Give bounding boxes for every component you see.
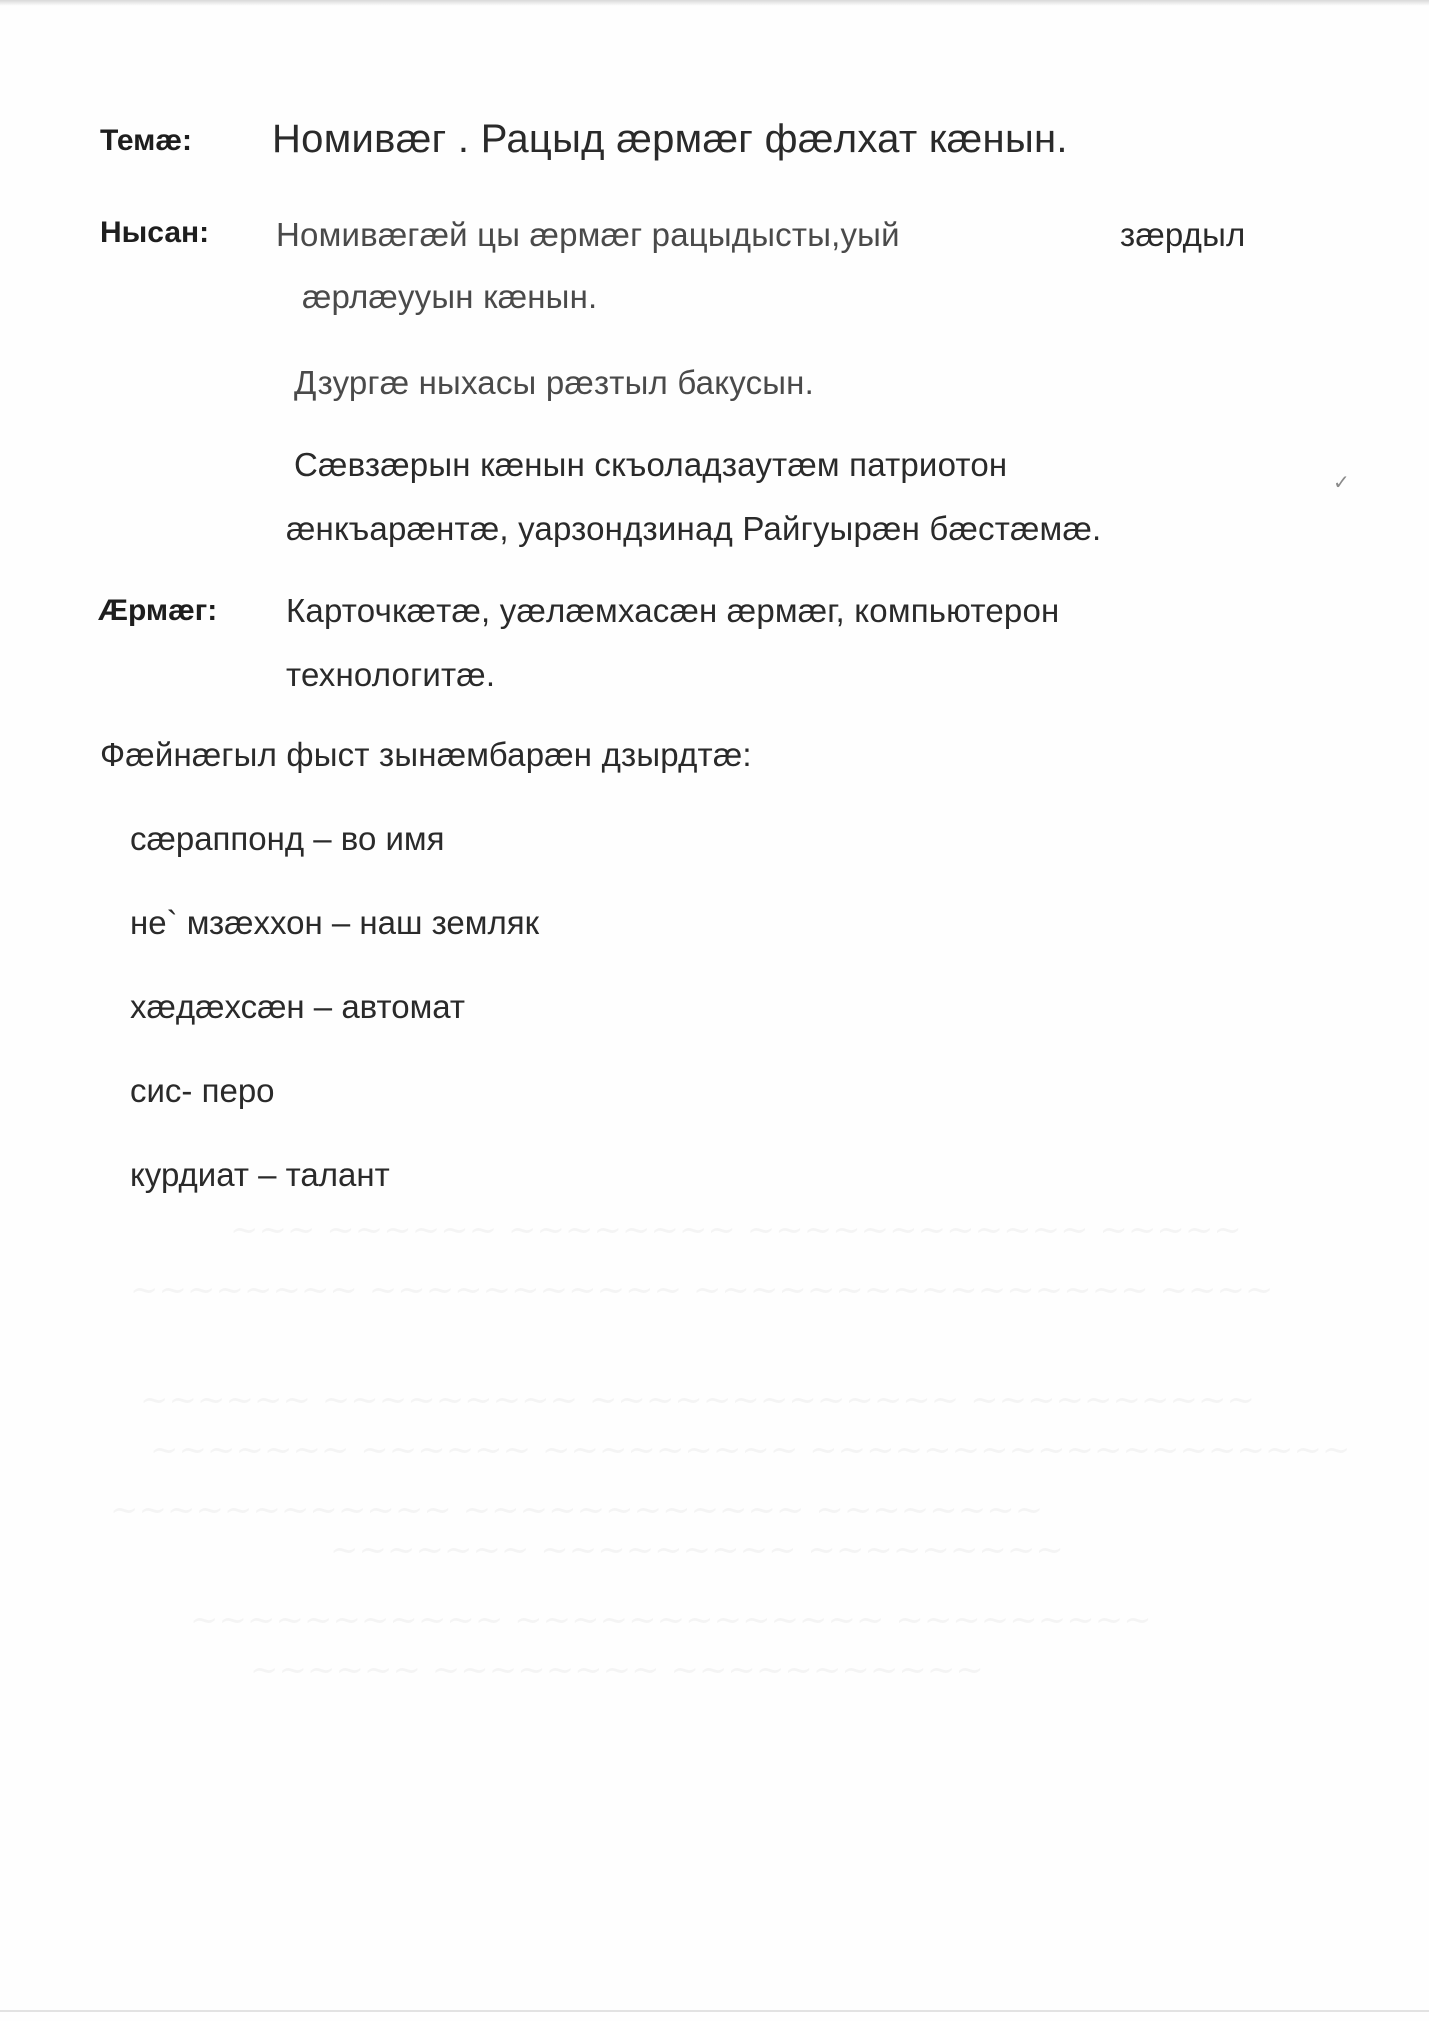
scan-bottom-edge: [0, 2010, 1429, 2012]
materials-line-1: Карточкæтæ, уæлæмхасæн æрмæг, компьютерон: [286, 592, 1060, 629]
goal-line-1: Номивæгæй цы æрмæг рацыдысты,уый: [276, 216, 900, 253]
materials-label: Æрмæг:: [98, 594, 218, 627]
scan-speck: ✓: [1333, 472, 1350, 494]
vocabulary-item: сæраппонд – во имя: [130, 820, 445, 857]
vocabulary-item: курдиат – талант: [130, 1156, 390, 1193]
topic-label: Темæ:: [100, 124, 192, 157]
vocabulary-heading: Фæйнæгыл фыст зынæмбарæн дзырдтæ:: [100, 736, 752, 773]
goal-label: Нысан:: [100, 216, 210, 249]
goal-line-1-end: зæрдыл: [1120, 216, 1246, 253]
materials-line-2: технологитæ.: [286, 656, 496, 693]
vocabulary-item: хæдæхсæн – автомат: [130, 988, 466, 1025]
goal-line-4: Сæвзæрын кæнын скъоладзаутæм патриотон: [294, 446, 1008, 483]
goal-line-2: æрлæууын кæнын.: [302, 278, 598, 315]
vocabulary-item: не` мзæххон – наш земляк: [130, 904, 540, 941]
topic-text: Номивæг . Рацыд æрмæг фæлхат кæнын.: [272, 117, 1068, 161]
vocabulary-item: сис- перо: [130, 1072, 275, 1109]
goal-line-5: æнкъарæнтæ, уарзондзинад Райгуырæн бæстæмæ.: [286, 510, 1102, 547]
goal-line-3: Дзургæ ныхасы рæзтыл бакусын.: [294, 364, 814, 401]
scan-top-edge: [0, 0, 1429, 6]
